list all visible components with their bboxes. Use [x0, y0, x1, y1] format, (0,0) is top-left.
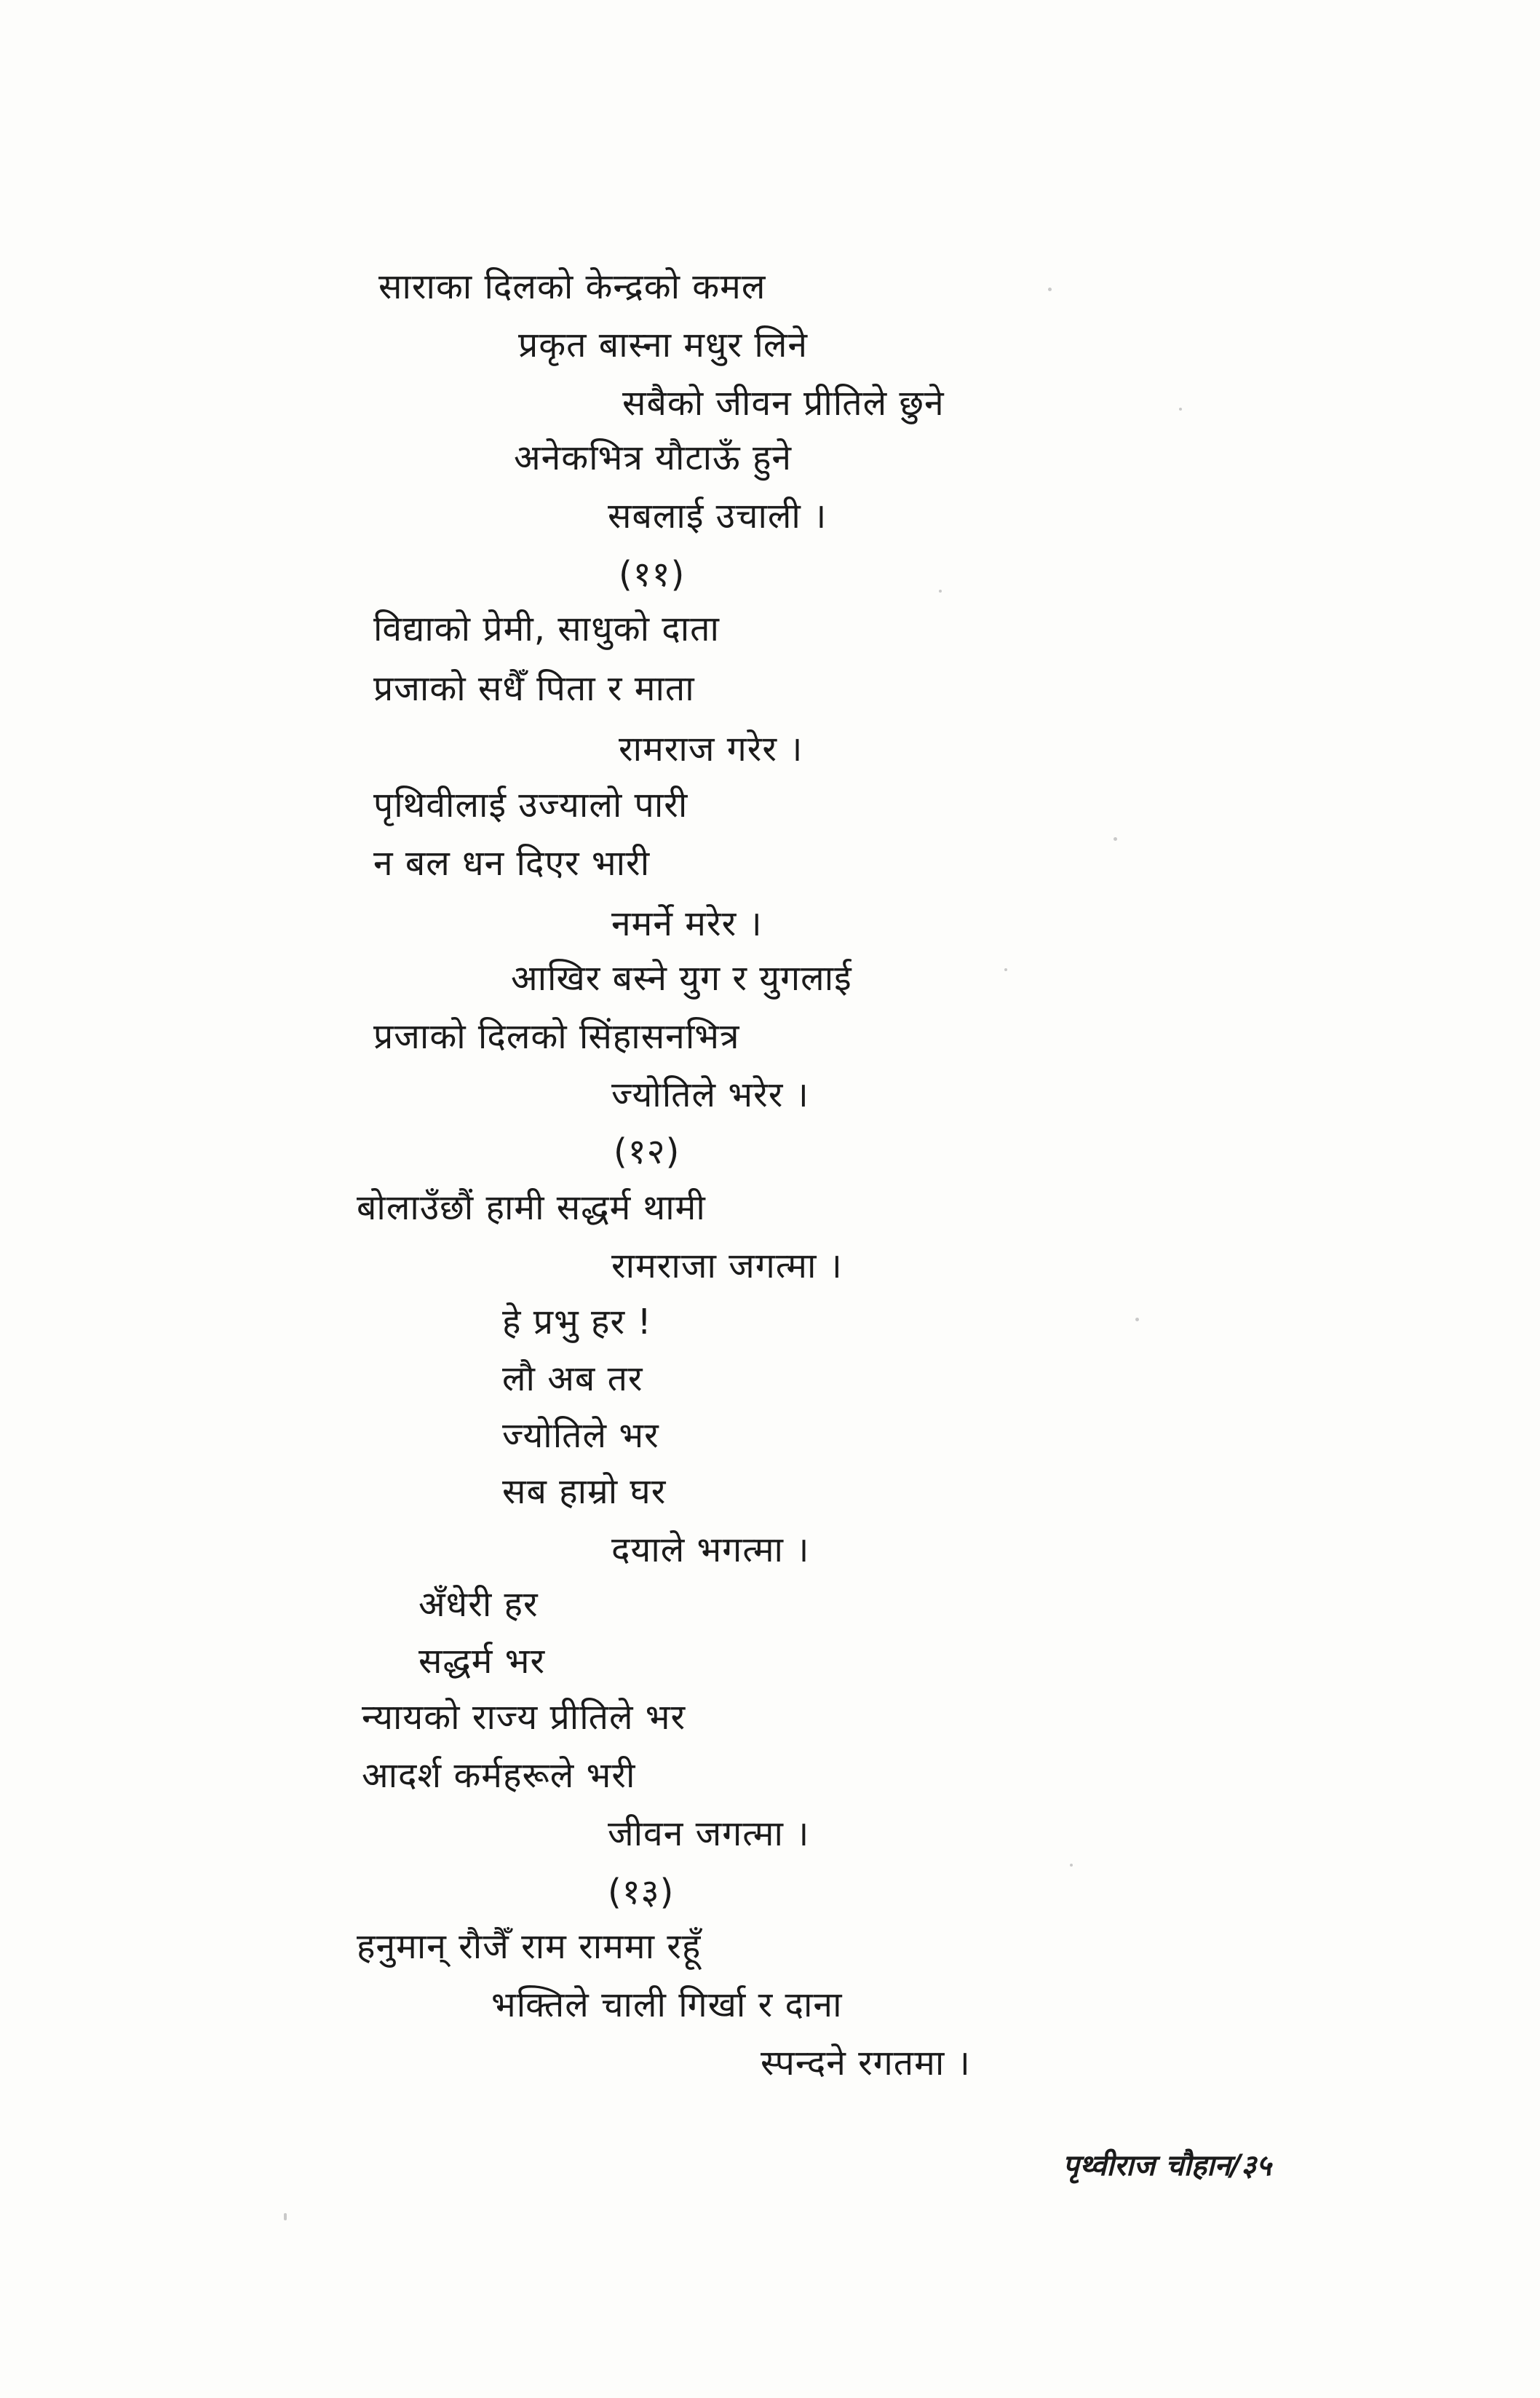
poem-line: प्रकृत बास्ना मधुर लिने: [518, 325, 809, 365]
poem-line: भक्तिले चाली गिर्खा र दाना: [491, 1985, 843, 2025]
poem-line: रामराजा जगत्मा ।: [611, 1246, 843, 1286]
poem-line: अनेकभित्र यौटाऊँ हुने: [514, 438, 793, 478]
poem-line: विद्याको प्रेमी, साधुको दाता: [373, 609, 720, 649]
stanza-number: (१२): [614, 1131, 680, 1172]
poem-line: न्यायको राज्य प्रीतिले भर: [362, 1697, 686, 1738]
scan-speck: [1004, 968, 1007, 971]
poem-line: पृथिवीलाई उज्यालो पारी: [373, 785, 688, 826]
poem-line: आदर्श कर्महरूले भरी: [362, 1755, 636, 1796]
poem-line: सबैको जीवन प्रीतिले छुने: [622, 383, 945, 424]
poem-line: ज्योतिले भरेर ।: [611, 1075, 809, 1115]
stanza-number: (११): [619, 554, 686, 595]
scan-speck: [1070, 1864, 1073, 1867]
poem-line: साराका दिलको केन्द्रको कमल: [378, 266, 766, 307]
scan-speck: [1179, 408, 1182, 411]
poem-line: नमर्ने मरेर ।: [611, 903, 763, 944]
poem-line: हनुमान् रौजैँ राम राममा रहूँ: [357, 1926, 702, 1967]
scan-speck: [1114, 837, 1117, 841]
poem-line: आखिर बस्ने युग र युगलाई: [511, 958, 852, 999]
poem-line: दयाले भगत्मा ।: [611, 1530, 810, 1570]
poem-line: रामराज गरेर ।: [619, 729, 803, 769]
poem-line: अँधेरी हर: [418, 1584, 539, 1625]
poem-line: प्रजाको सधैँ पिता र माता: [373, 668, 695, 709]
scan-speck: [939, 590, 942, 593]
poem-line: सद्धर्म भर: [418, 1641, 546, 1682]
poem-line: सबलाई उचाली ।: [608, 496, 827, 537]
running-footer: पृथ्वीराज चौहान/३५: [1063, 2149, 1271, 2183]
poem-line: बोलाउँछौं हामी सद्धर्म थामी: [357, 1187, 706, 1228]
stanza-number: (१३): [608, 1872, 675, 1912]
scan-speck: [1048, 288, 1052, 291]
poem-line: लौ अब तर: [502, 1358, 643, 1399]
poem-line: स्पन्दने रगतमा ।: [761, 2043, 971, 2084]
scan-speck: [284, 2213, 287, 2220]
poem-line: प्रजाको दिलको सिंहासनभित्र: [373, 1016, 740, 1057]
poem-line: न बल धन दिएर भारी: [373, 843, 651, 884]
poem-line: सब हाम्रो घर: [502, 1471, 667, 1512]
scan-speck: [1135, 1318, 1139, 1321]
poem-line: ज्योतिले भर: [502, 1415, 659, 1456]
poem-line: जीवन जगत्मा ।: [608, 1813, 810, 1854]
poem-line: हे प्रभु हर !: [502, 1302, 652, 1342]
